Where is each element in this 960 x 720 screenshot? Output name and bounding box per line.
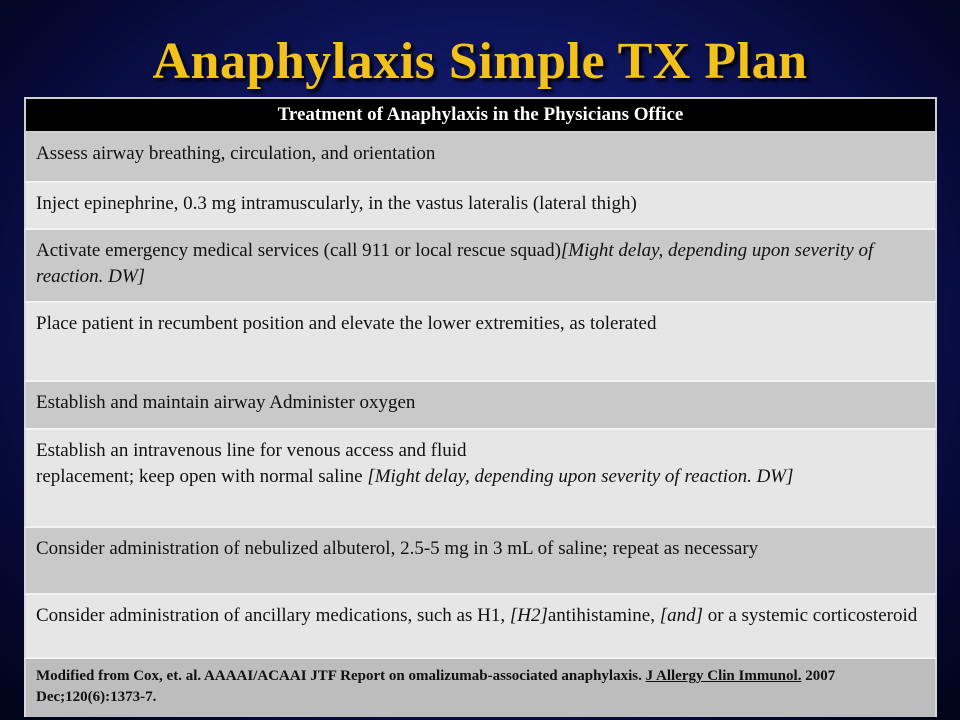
table-row bbox=[24, 528, 937, 595]
row-text-line1: Establish an intravenous line for venous access and fluid bbox=[36, 440, 467, 461]
editor-note: [Might delay, depending upon severity of reaction. DW] bbox=[367, 466, 794, 487]
row-text: Place patient in recumbent position and elevate the lower extremities, as tolerated bbox=[36, 313, 657, 334]
citation-details: 2007 Dec;120(6):1373-7. bbox=[36, 668, 836, 705]
editor-note: [Might delay, depending upon severity of reaction. DW] bbox=[36, 240, 874, 287]
editor-note: [and] bbox=[659, 605, 704, 626]
row-text: Establish and maintain airway Administer oxygen bbox=[36, 392, 416, 413]
table-row bbox=[24, 382, 937, 430]
slide-title: Anaphylaxis Simple TX Plan bbox=[152, 33, 808, 90]
citation-footer bbox=[24, 659, 937, 717]
row-text: or a systemic corticosteroid bbox=[703, 605, 918, 626]
row-text: Inject epinephrine, 0.3 mg intramuscularly, in the vastus lateralis (lateral thigh) bbox=[36, 193, 637, 214]
row-text: antihistamine, bbox=[547, 605, 660, 626]
editor-note: [H2] bbox=[509, 605, 548, 626]
row-text: Consider administration of nebulized albuterol, 2.5-5 mg in 3 mL of saline; repeat as necessary bbox=[36, 538, 759, 559]
table-row bbox=[24, 183, 937, 230]
row-text: Assess airway breathing, circulation, and orientation bbox=[36, 143, 436, 164]
citation-text: Modified from Cox, et. al. AAAAI/ACAAI JTF Report on omalizumab-associated anaphylaxis. bbox=[36, 668, 646, 684]
row-text: Consider administration of ancillary medications, such as H1, bbox=[36, 605, 510, 626]
table-row bbox=[24, 430, 937, 528]
row-text: replacement; keep open with normal saline bbox=[36, 466, 368, 487]
table-row bbox=[24, 230, 937, 303]
treatment-table bbox=[24, 97, 937, 717]
journal-name: J Allergy Clin Immunol. bbox=[645, 668, 802, 684]
table-row bbox=[24, 595, 937, 659]
table-row bbox=[24, 303, 937, 382]
row-text: Activate emergency medical services (call 911 or local rescue squad) bbox=[36, 240, 561, 261]
table-header: Treatment of Anaphylaxis in the Physicians Office bbox=[24, 97, 937, 133]
table-row bbox=[24, 133, 937, 183]
